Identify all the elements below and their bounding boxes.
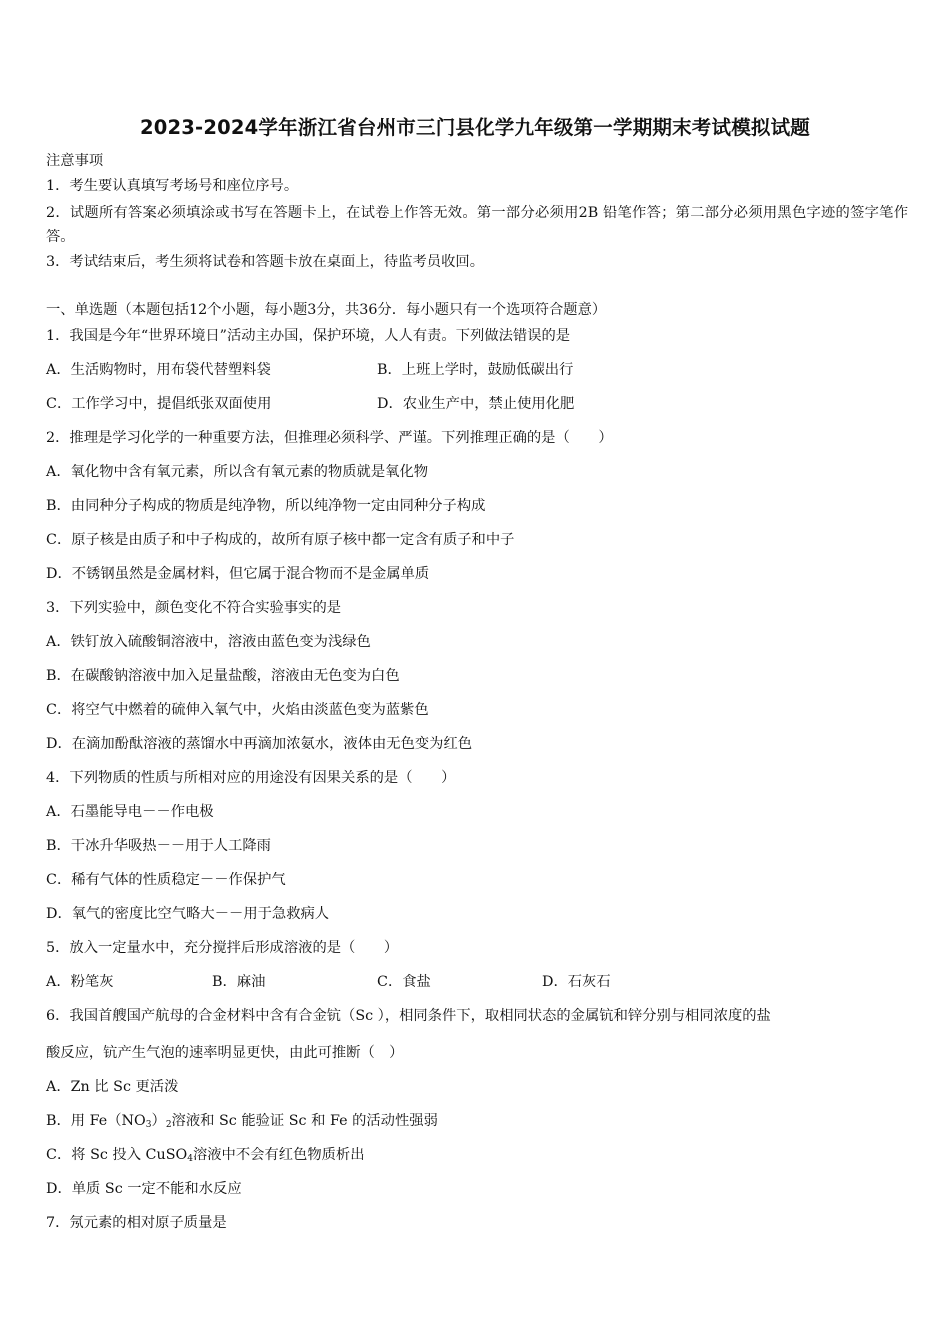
section-heading: 一、单选题（本题包括12个小题，每小题3分，共36分．每小题只有一个选项符合题意） — [46, 302, 607, 318]
q6-option-b-sub-1: 3 — [145, 1120, 152, 1130]
q4-stem: 4．下列物质的性质与所相对应的用途没有因果关系的是（ ） — [46, 770, 456, 786]
q1-option-d: D．农业生产中，禁止使用化肥 — [377, 396, 575, 412]
q6-stem-line-2: 酸反应，钪产生气泡的速率明显更快，由此可推断（ ） — [46, 1045, 404, 1061]
q6-stem-line-1: 6．我国首艘国产航母的合金材料中含有合金钪（Sc ），相同条件下，取相同状态的金属钪和锌分别与相同浓度的盐 — [46, 1008, 771, 1024]
q6-option-c-text-1: C．将 Sc 投入 CuSO — [46, 1147, 188, 1163]
q5-option-d: D．石灰石 — [542, 974, 611, 990]
q1-stem: 1．我国是今年“世界环境日”活动主办国，保护环境，人人有责。下列做法错误的是 — [46, 328, 571, 344]
q6-option-b-text-1: B．用 Fe（NO — [46, 1113, 146, 1129]
q6-option-c-text-2: 溶液中不会有红色物质析出 — [192, 1147, 365, 1163]
page-title: 2023-2024学年浙江省台州市三门县化学九年级第一学期期末考试模拟试题 — [139, 116, 811, 139]
notice-item-2: 2．试题所有答案必须填涂或书写在答题卡上，在试卷上作答无效。第一部分必须用2B 铅笔作答；第二部分必须用黑色字迹的签字笔作答。 — [46, 205, 908, 245]
notice-heading: 注意事项 — [46, 153, 104, 169]
q1-option-a: A．生活购物时，用布袋代替塑料袋 — [46, 362, 271, 378]
q6-option-c-sub: 4 — [187, 1154, 193, 1164]
q2-option-a: A．氧化物中含有氧元素，所以含有氧元素的物质就是氧化物 — [46, 464, 429, 480]
q6-option-c — [46, 1145, 365, 1169]
q5-option-a: A．粉笔灰 — [46, 974, 114, 990]
q6-option-b — [46, 1111, 438, 1135]
q2-stem: 2．推理是学习化学的一种重要方法，但推理必须科学、严谨。下列推理正确的是（ ） — [46, 430, 613, 446]
q2-option-c: C．原子核是由质子和中子构成的，故所有原子核中都一定含有质子和中子 — [46, 532, 515, 548]
q6-option-b-text-2: ） — [151, 1113, 166, 1129]
q5-option-c: C．食盐 — [377, 974, 431, 990]
q2-option-b: B．由同种分子构成的物质是纯净物，所以纯净物一定由同种分子构成 — [46, 498, 486, 514]
q4-option-d: D．氧气的密度比空气略大－－用于急救病人 — [46, 906, 330, 922]
q3-option-c: C．将空气中燃着的硫伸入氧气中，火焰由淡蓝色变为蓝紫色 — [46, 702, 429, 718]
q5-option-b: B．麻油 — [212, 974, 266, 990]
q4-option-c: C．稀有气体的性质稳定－－作保护气 — [46, 872, 286, 888]
notice-item-3: 3．考试结束后，考生须将试卷和答题卡放在桌面上，待监考员收回。 — [46, 254, 484, 270]
notice-item-1: 1．考生要认真填写考场号和座位序号。 — [46, 178, 299, 194]
q6-option-b-text-3: 溶液和 Sc 能验证 Sc 和 Fe 的活动性强弱 — [171, 1113, 438, 1129]
q6-option-b-sub-2: 2 — [165, 1120, 172, 1130]
q1-option-b: B．上班上学时，鼓励低碳出行 — [377, 362, 574, 378]
q7-stem: 7．氖元素的相对原子质量是 — [46, 1215, 227, 1231]
q4-option-b: B．干冰升华吸热－－用于人工降雨 — [46, 838, 271, 854]
q4-option-a: A．石墨能导电－－作电极 — [46, 804, 214, 820]
q3-option-d: D．在滴加酚酞溶液的蒸馏水中再滴加浓氨水，液体由无色变为红色 — [46, 736, 473, 752]
q6-option-a: A．Zn 比 Sc 更活泼 — [46, 1079, 179, 1095]
q6-option-d: D．单质 Sc 一定不能和水反应 — [46, 1181, 242, 1197]
q3-stem: 3．下列实验中，颜色变化不符合实验事实的是 — [46, 600, 342, 616]
q5-stem: 5．放入一定量水中，充分搅拌后形成溶液的是（ ） — [46, 940, 399, 956]
q3-option-b: B．在碳酸钠溶液中加入足量盐酸，溶液由无色变为白色 — [46, 668, 400, 684]
q2-option-d: D．不锈钢虽然是金属材料，但它属于混合物而不是金属单质 — [46, 566, 430, 582]
q3-option-a: A．铁钉放入硫酸铜溶液中，溶液由蓝色变为浅绿色 — [46, 634, 371, 650]
q1-option-c: C．工作学习中，提倡纸张双面使用 — [46, 396, 272, 412]
